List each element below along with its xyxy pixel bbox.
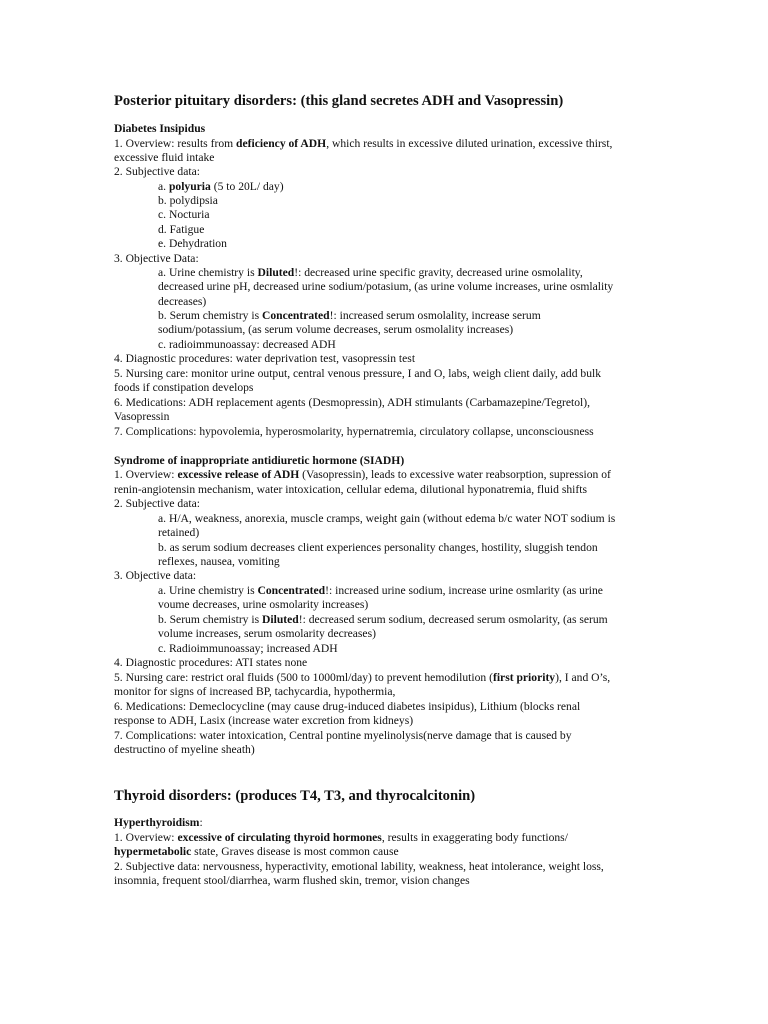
bold-text: Concentrated: [257, 584, 326, 597]
text-run: insomnia, frequent stool/diarrhea, warm flushed skin, tremor, vision changes: [114, 874, 470, 887]
text-run: 4. Diagnostic procedures: ATI states none: [114, 656, 308, 669]
text-line: [114, 714, 728, 728]
indented-text-line: [158, 309, 728, 323]
indented-text-line: [158, 512, 728, 526]
text-line: [114, 860, 728, 874]
text-run: , results in exaggerating body functions/: [381, 831, 568, 844]
text-line: [114, 700, 728, 714]
text-run: ), I and O’s,: [555, 671, 611, 684]
text-run: !: decreased serum sodium, decreased serum osmolarity, (as serum: [298, 613, 608, 626]
text-run: 7. Complications: hypovolemia, hyperosmolarity, hypernatremia, circulatory collapse, unconsciousness: [114, 425, 594, 438]
indented-text-line: [158, 338, 728, 352]
indented-text-line: [158, 323, 728, 337]
indented-text-line: [158, 598, 728, 612]
text-run: 2. Subjective data:: [114, 497, 200, 510]
text-run: 1. Overview:: [114, 468, 178, 481]
text-run: monitor for signs of increased BP, tachycardia, hypothermia,: [114, 685, 396, 698]
text-run: voume decreases, urine osmolarity increases): [158, 598, 369, 611]
text-line: [114, 468, 728, 482]
indented-text-line: [158, 627, 728, 641]
bold-text: hypermetabolic: [114, 845, 192, 858]
text-line: [114, 252, 728, 266]
text-run: (Vasopressin), leads to excessive water reabsorption, supression of: [299, 468, 611, 481]
text-line: [114, 831, 728, 845]
text-run: 4. Diagnostic procedures: water deprivation test, vasopressin test: [114, 352, 416, 365]
text-run: !: decreased urine specific gravity, decreased urine osmolality,: [294, 266, 583, 279]
text-line: [114, 396, 728, 410]
section-heading: [114, 787, 728, 805]
bold-text: Diluted: [262, 613, 299, 626]
text-line: [114, 137, 728, 151]
text-run: c. Nocturia: [158, 208, 210, 221]
text-run: retained): [158, 526, 200, 539]
text-run: Hyperthyroidism: [114, 816, 200, 829]
text-run: 1. Overview:: [114, 831, 178, 844]
text-run: !: increased urine sodium, increase urine osmlarity (as urine: [325, 584, 603, 597]
bold-text: excessive of circulating thyroid hormones: [177, 831, 382, 844]
text-line: [114, 874, 728, 888]
indented-text-line: [158, 280, 728, 294]
text-line: [114, 729, 728, 743]
text-run: Diabetes Insipidus: [114, 122, 206, 135]
text-run: e. Dehydration: [158, 237, 227, 250]
indented-text-line: [158, 642, 728, 656]
indented-text-line: [158, 180, 728, 194]
text-line: [114, 656, 728, 670]
text-run: a. Urine chemistry is: [158, 584, 258, 597]
subsection-heading: [114, 122, 728, 136]
text-run: 2. Subjective data:: [114, 165, 200, 178]
text-line: [114, 569, 728, 583]
subsection-heading: [114, 816, 728, 830]
text-line: [114, 845, 728, 859]
indented-text-line: [158, 237, 728, 251]
indented-text-line: [158, 223, 728, 237]
text-line: [114, 483, 728, 497]
text-run: , which results in excessive diluted urination, excessive thirst,: [326, 137, 613, 150]
text-line: [114, 743, 728, 757]
text-run: Posterior pituitary disorders: (this gland secretes ADH and Vasopressin): [114, 93, 564, 109]
text-run: 6. Medications: ADH replacement agents (Desmopressin), ADH stimulants (Carbamazepine/Tegretol),: [114, 396, 591, 409]
text-line: [114, 165, 728, 179]
text-run: b. Serum chemistry is: [158, 309, 263, 322]
text-run: c. Radioimmunoassay; increased ADH: [158, 642, 338, 655]
text-line: [114, 685, 728, 699]
indented-text-line: [158, 208, 728, 222]
text-line: [114, 381, 728, 395]
text-run: decreased urine pH, decreased urine sodium/potasium, (as urine volume increases, urine osmlality: [158, 280, 614, 293]
indented-text-line: [158, 194, 728, 208]
text-run: :: [199, 816, 203, 829]
text-line: [114, 151, 728, 165]
bold-text: first priority: [492, 671, 556, 684]
text-run: response to ADH, Lasix (increase water excretion from kidneys): [114, 714, 414, 727]
indented-text-line: [158, 541, 728, 555]
bold-text: excessive release of ADH: [177, 468, 300, 481]
text-run: b. Serum chemistry is: [158, 613, 263, 626]
text-run: a. Urine chemistry is: [158, 266, 258, 279]
indented-text-line: [158, 526, 728, 540]
text-line: [114, 367, 728, 381]
indented-text-line: [158, 613, 728, 627]
text-run: 7. Complications: water intoxication, Central pontine myelinolysis(nerve damage that is caused by: [114, 729, 572, 742]
text-run: decreases): [158, 295, 207, 308]
text-run: 5. Nursing care: restrict oral fluids (500 to 1000ml/day) to prevent hemodilution (: [114, 671, 493, 684]
text-run: volume increases, serum osmolarity decreases): [158, 627, 376, 640]
text-run: Thyroid disorders: (produces T4, T3, and thyrocalcitonin): [114, 788, 476, 804]
text-line: [114, 425, 728, 439]
text-run: (5 to 20L/ day): [210, 180, 284, 193]
text-line: [114, 352, 728, 366]
indented-text-line: [158, 266, 728, 280]
text-run: 6. Medications: Demeclocycline (may cause drug-induced diabetes insipidus), Lithium (blocks renal: [114, 700, 581, 713]
text-run: destructino of myeline sheath): [114, 743, 255, 756]
subsection-heading: [114, 454, 728, 468]
bold-text: polyuria: [168, 180, 211, 193]
indented-text-line: [158, 295, 728, 309]
indented-text-line: [158, 555, 728, 569]
text-run: a. H/A, weakness, anorexia, muscle cramps, weight gain (without edema b/c water NOT sodium is: [158, 512, 616, 525]
text-run: !: increased serum osmolality, increase serum: [329, 309, 541, 322]
text-run: Syndrome of inappropriate antidiuretic hormone (SIADH): [114, 454, 405, 467]
text-run: 2. Subjective data: nervousness, hyperactivity, emotional lability, weakness, heat intolerance, weight loss,: [114, 860, 604, 873]
bold-text: deficiency of ADH: [236, 137, 327, 150]
section-heading: [114, 92, 728, 110]
text-run: b. as serum sodium decreases client experiences personality changes, hostility, sluggish tendon: [158, 541, 598, 554]
text-run: reflexes, nausea, vomiting: [158, 555, 280, 568]
text-line: [114, 410, 728, 424]
bold-text: Diluted: [257, 266, 295, 279]
text-run: c. radioimmunoassay: decreased ADH: [158, 338, 336, 351]
text-run: b. polydipsia: [158, 194, 218, 207]
indented-text-line: [158, 584, 728, 598]
text-line: [114, 671, 728, 685]
bold-text: Concentrated: [262, 309, 330, 322]
text-run: Vasopressin: [114, 410, 170, 423]
text-run: a.: [158, 180, 169, 193]
text-run: 3. Objective data:: [114, 569, 197, 582]
text-run: 5. Nursing care: monitor urine output, central venous pressure, I and O, labs, weigh client daily, add bulk: [114, 367, 602, 380]
text-line: [114, 497, 728, 511]
text-run: sodium/potassium, (as serum volume decreases, serum osmolality increases): [158, 323, 514, 336]
text-run: 3. Objective Data:: [114, 252, 199, 265]
text-run: excessive fluid intake: [114, 151, 215, 164]
text-run: foods if constipation develops: [114, 381, 254, 394]
text-run: state, Graves disease is most common cause: [191, 845, 399, 858]
text-run: 1. Overview: results from: [114, 137, 237, 150]
text-run: renin-angiotensin mechanism, water intoxication, cellular edema, dilutional hyponatremia, fluid shifts: [114, 483, 587, 496]
text-run: d. Fatigue: [158, 223, 205, 236]
